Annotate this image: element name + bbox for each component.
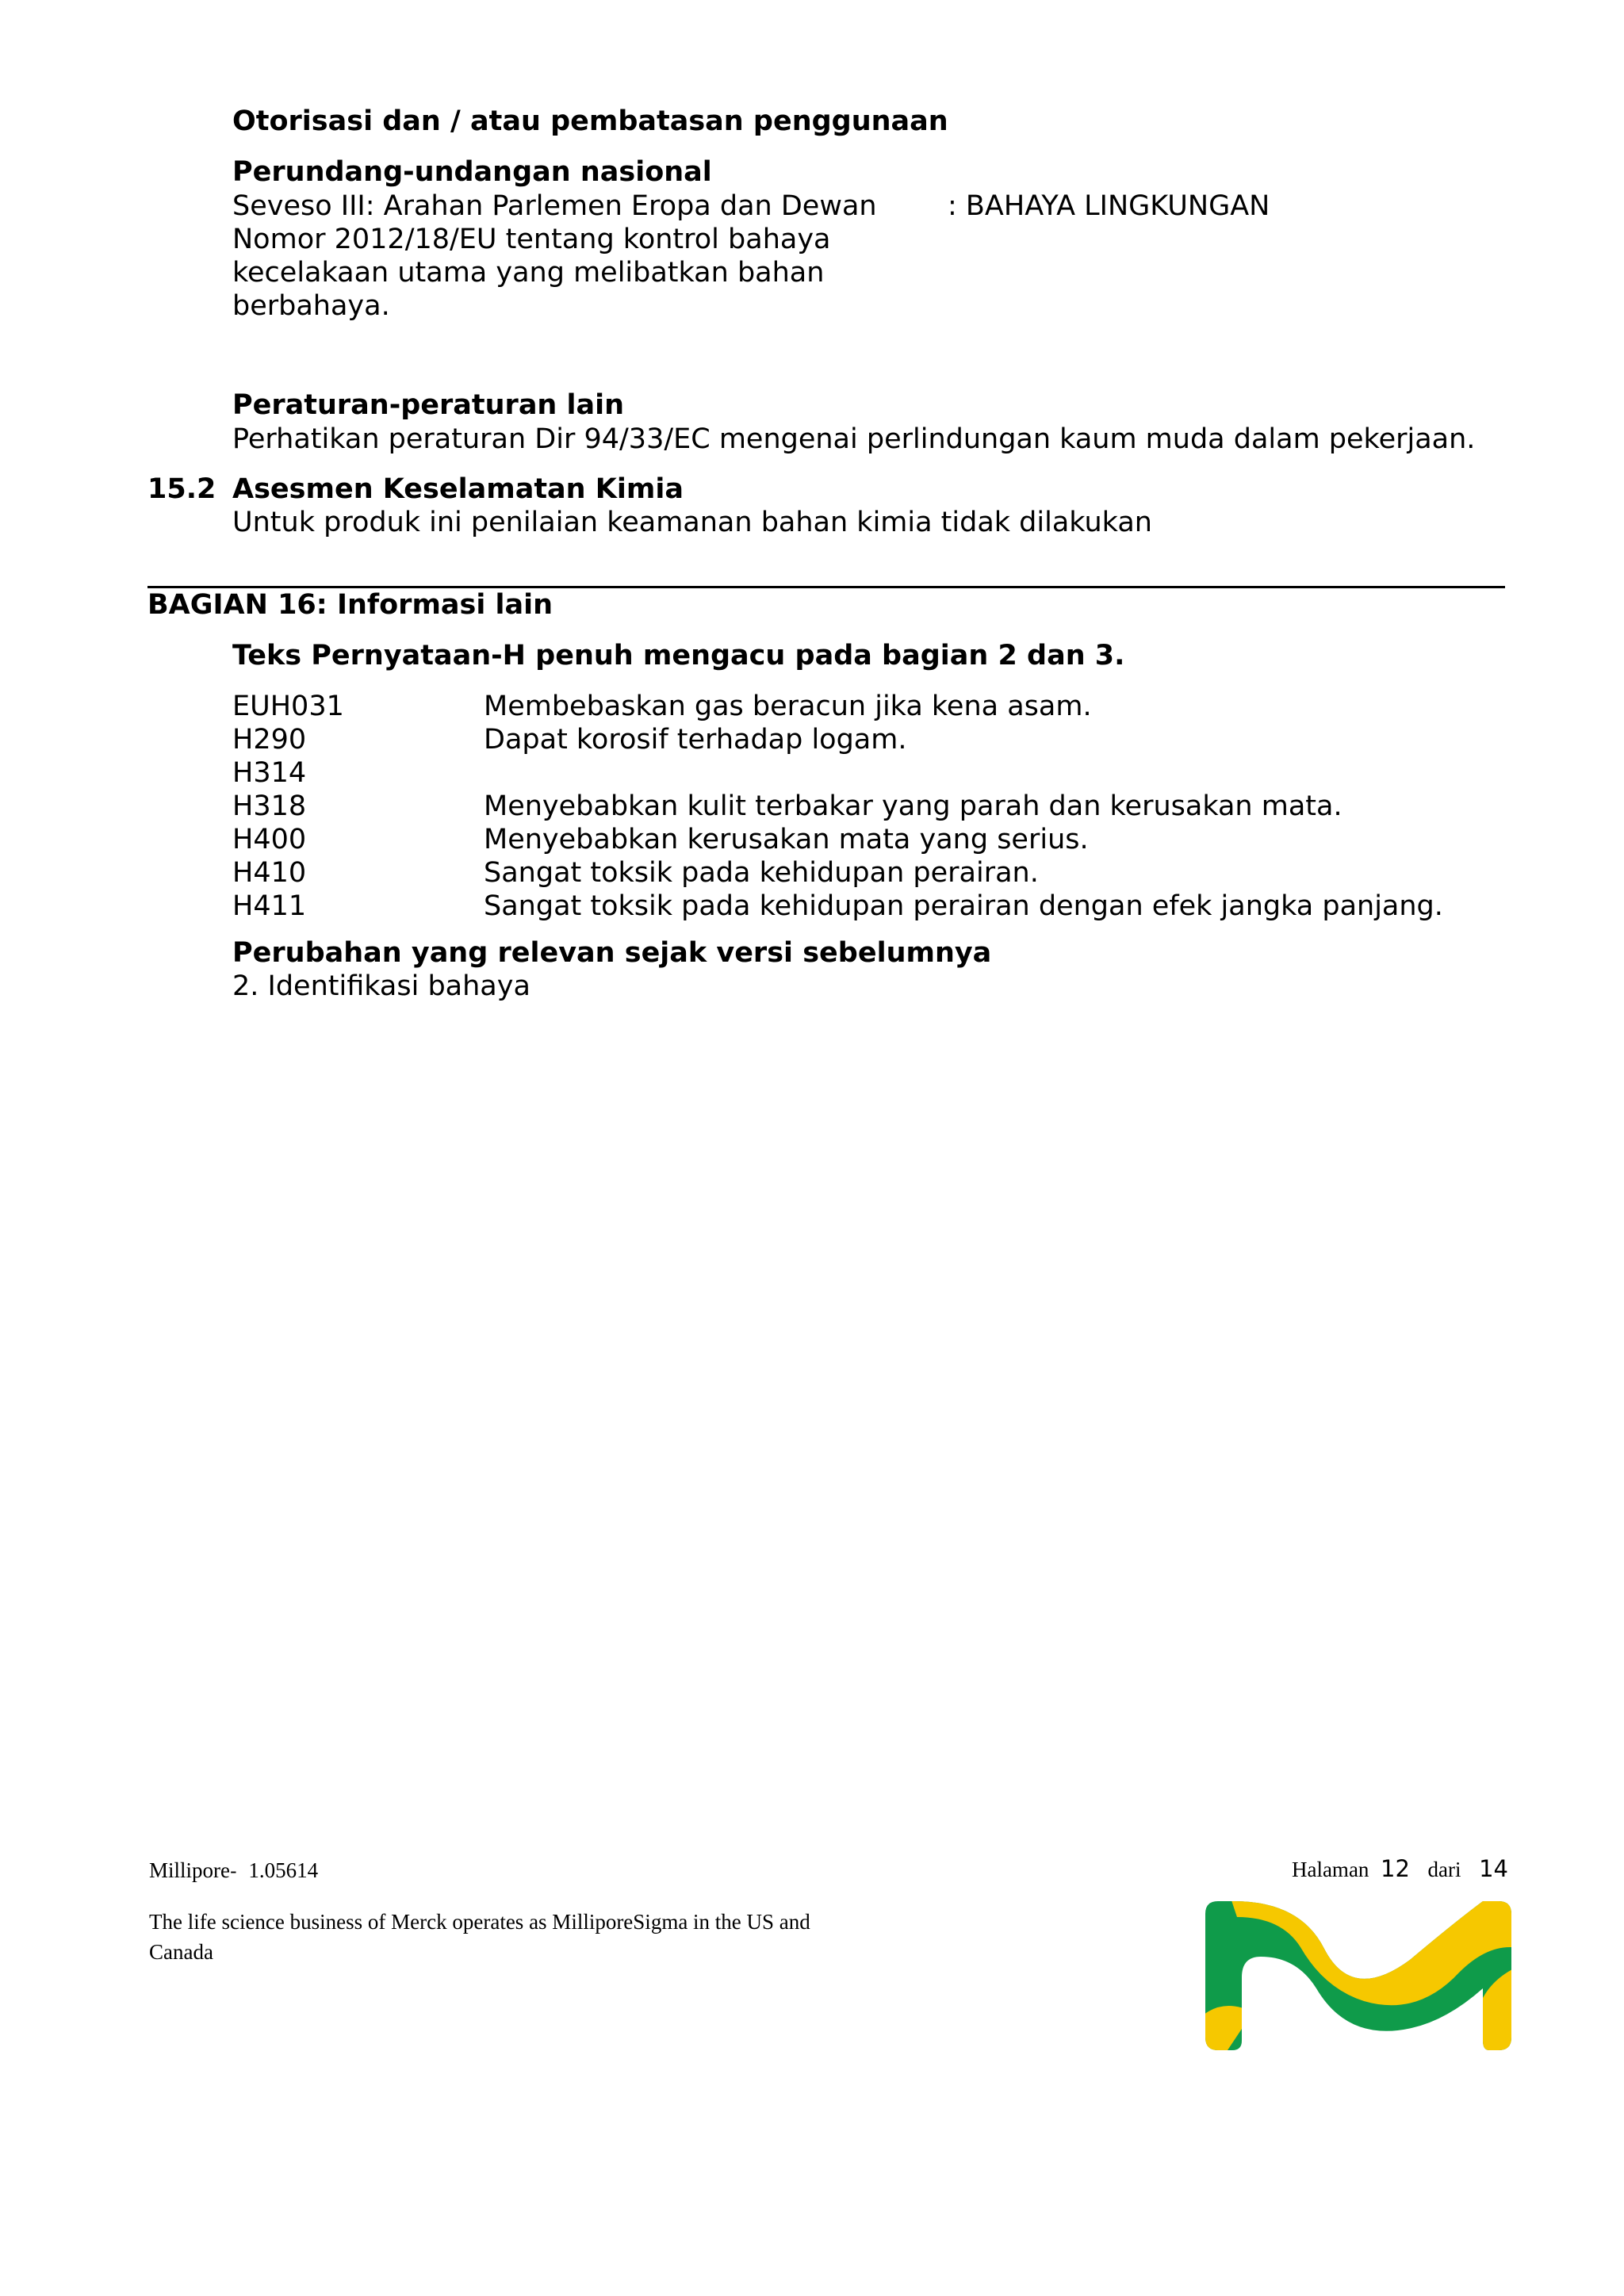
seveso-label-line-2: Nomor 2012/18/EU tentang kontrol bahaya	[232, 224, 831, 255]
h-statement-code: H290	[232, 724, 307, 756]
page-total: 14	[1479, 1855, 1508, 1882]
relevant-changes-heading: Perubahan yang relevan sejak versi sebelumnya	[232, 937, 992, 969]
subsection-number: 15.2	[147, 473, 216, 505]
national-legislation-heading: Perundang-undangan nasional	[232, 156, 712, 188]
company-statement-line-2: Canada	[149, 1940, 213, 1964]
page-label: Halaman	[1291, 1858, 1369, 1881]
h-statement-code: H318	[232, 790, 307, 822]
h-statement-code: EUH031	[232, 691, 344, 722]
h-statement-text: Membebaskan gas beracun jika kena asam.	[484, 691, 1092, 722]
section-16-title: BAGIAN 16: Informasi lain	[147, 589, 553, 621]
product-identifier	[149, 1855, 318, 1886]
h-statement-text: Sangat toksik pada kehidupan perairan dengan efek jangka panjang.	[484, 890, 1443, 922]
chemical-safety-assessment-heading: Asesmen Keselamatan Kimia	[232, 473, 684, 505]
merck-logo-icon	[1205, 1901, 1511, 2050]
other-regulations-text: Perhatikan peraturan Dir 94/33/EC mengenai perlindungan kaum muda dalam pekerjaan.	[232, 423, 1476, 455]
seveso-value: : BAHAYA LINGKUNGAN	[948, 190, 1270, 222]
page-number	[1292, 1854, 1508, 1885]
h-statements-heading: Teks Pernyataan-H penuh mengacu pada bagian 2 dan 3.	[232, 640, 1125, 672]
h-statement-text: Sangat toksik pada kehidupan perairan.	[484, 857, 1039, 889]
product-brand: Millipore	[149, 1858, 230, 1882]
page-current: 12	[1381, 1855, 1410, 1882]
chemical-safety-assessment-text: Untuk produk ini penilaian keamanan bahan kimia tidak dilakukan	[232, 507, 1152, 538]
seveso-label-line-4: berbahaya.	[232, 290, 390, 322]
h-statement-code: H400	[232, 824, 307, 855]
company-statement-line-1: The life science business of Merck operates as MilliporeSigma in the US and	[149, 1910, 810, 1934]
page-of: dari	[1427, 1858, 1461, 1881]
seveso-label-line-1: Seveso III: Arahan Parlemen Eropa dan Dewan	[232, 190, 877, 222]
h-statement-code: H410	[232, 857, 307, 889]
h-statement-text: Menyebabkan kulit terbakar yang parah dan kerusakan mata.	[484, 790, 1342, 822]
relevant-changes-text: 2. Identifikasi bahaya	[232, 970, 530, 1002]
product-number: 1.05614	[248, 1858, 319, 1882]
authorization-heading: Otorisasi dan / atau pembatasan penggunaan	[232, 105, 948, 137]
other-regulations-heading: Peraturan-peraturan lain	[232, 389, 625, 421]
seveso-label-line-3: kecelakaan utama yang melibatkan bahan	[232, 257, 825, 289]
h-statement-text: Menyebabkan kerusakan mata yang serius.	[484, 824, 1089, 855]
h-statement-code: H314	[232, 757, 307, 789]
h-statement-code: H411	[232, 890, 307, 922]
product-dash: -	[230, 1860, 237, 1882]
h-statement-text: Dapat korosif terhadap logam.	[484, 724, 907, 756]
